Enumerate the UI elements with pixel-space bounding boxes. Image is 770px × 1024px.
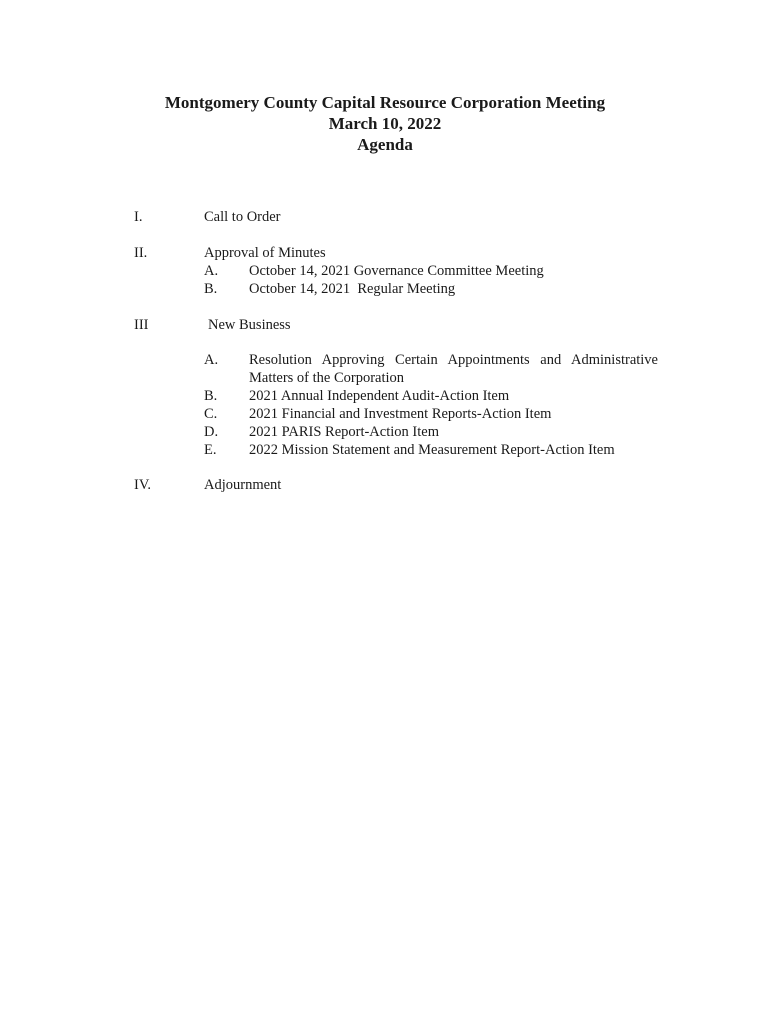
item-text: October 14, 2021 Governance Committee Meeting [249,263,544,279]
item-text: October 14, 2021 Regular Meeting [249,281,456,297]
item-letter: B. [204,388,218,404]
document-title: Montgomery County Capital Resource Corporation Meeting [164,93,606,112]
section-title-adjournment: Adjournment [204,477,282,493]
item-text: Resolution Approving Certain Appointments and Administrative Matters of the Corporation [249,352,658,386]
item-letter: A. [204,352,219,368]
meeting-date: March 10, 2022 [328,114,442,133]
item-text: 2021 PARIS Report-Action Item [249,424,439,440]
item-text: 2022 Mission Statement and Measurement Report-Action Item [249,442,615,458]
section-numeral: II. [134,245,148,261]
document-subtitle: Agenda [357,135,413,154]
item-letter: B. [204,281,218,297]
item-text: 2021 Annual Independent Audit-Action Item [249,388,510,404]
item-letter: E. [204,442,217,458]
section-title-new-business: New Business [208,317,291,333]
document-header [0,92,770,155]
section-title-approval-of-minutes: Approval of Minutes [204,245,326,261]
item-letter: C. [204,406,218,422]
section-title-call-to-order: Call to Order [204,209,281,225]
item-letter: D. [204,424,219,440]
item-letter: A. [204,263,219,279]
item-text: 2021 Financial and Investment Reports-Action Item [249,406,552,422]
section-numeral: IV. [134,477,152,493]
section-numeral: III [134,317,149,333]
section-numeral: I. [134,209,143,225]
